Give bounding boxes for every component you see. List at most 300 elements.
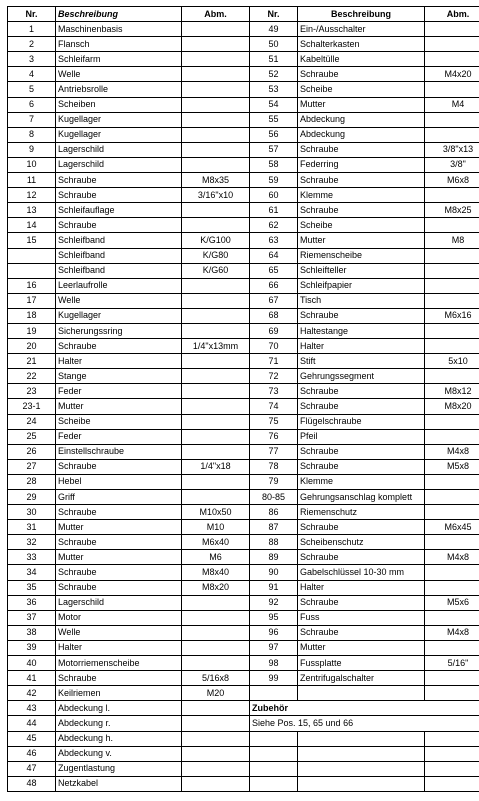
- part-dimension-left: [182, 429, 250, 444]
- part-number-left: 25: [8, 429, 56, 444]
- header-nr-left: Nr.: [8, 7, 56, 22]
- part-dimension-left: [182, 278, 250, 293]
- part-description-right: Schraube: [298, 384, 425, 399]
- part-description-right: Ein-/Ausschalter: [298, 22, 425, 37]
- part-number-left: 18: [8, 308, 56, 323]
- part-dimension-right: 5/16": [425, 656, 479, 671]
- part-description-right: Schraube: [298, 595, 425, 610]
- part-description-left: Motor: [56, 610, 182, 625]
- part-number-left: 39: [8, 640, 56, 655]
- part-dimension-left: [182, 127, 250, 142]
- part-description-right: Riemenschutz: [298, 505, 425, 520]
- part-dimension-left: [182, 761, 250, 776]
- part-number-left: 45: [8, 731, 56, 746]
- table-row: [8, 203, 479, 218]
- part-number-right: 52: [250, 67, 298, 82]
- part-dimension-left: [182, 308, 250, 323]
- part-number-right: 51: [250, 52, 298, 67]
- part-description-left: Feder: [56, 384, 182, 399]
- part-number-left: 36: [8, 595, 56, 610]
- part-dimension-right: M4x8: [425, 444, 479, 459]
- part-dimension-left: M8x40: [182, 565, 250, 580]
- table-row: [8, 293, 479, 308]
- part-description-right: Scheibenschutz: [298, 535, 425, 550]
- table-row: [8, 625, 479, 640]
- part-description-left: Keilriemen: [56, 686, 182, 701]
- part-number-left: 28: [8, 474, 56, 489]
- part-description-left: Einstellschraube: [56, 444, 182, 459]
- part-description-right: Riemenscheibe: [298, 248, 425, 263]
- part-number-right: 95: [250, 610, 298, 625]
- table-row: [8, 218, 479, 233]
- part-dimension-left: M6: [182, 550, 250, 565]
- part-number-right: 50: [250, 37, 298, 52]
- part-number-left: 34: [8, 565, 56, 580]
- part-dimension-right: M8x25: [425, 203, 479, 218]
- part-number-left: 11: [8, 173, 56, 188]
- part-dimension-left: [182, 142, 250, 157]
- part-description-right: Kabeltülle: [298, 52, 425, 67]
- part-dimension-right: [425, 565, 479, 580]
- part-number-left: 9: [8, 142, 56, 157]
- parts-table: [7, 6, 479, 792]
- part-number-right: [250, 686, 298, 701]
- part-number-right: 97: [250, 640, 298, 655]
- part-number-right: 77: [250, 444, 298, 459]
- header-abm-right: Abm.: [425, 7, 479, 22]
- part-dimension-right: [425, 37, 479, 52]
- part-dimension-right: M4x8: [425, 550, 479, 565]
- part-dimension-right: M5x6: [425, 595, 479, 610]
- part-description-right: Zentrifugalschalter: [298, 671, 425, 686]
- part-description-right: Schraube: [298, 550, 425, 565]
- part-dimension-left: [182, 490, 250, 505]
- part-dimension-right: [425, 369, 479, 384]
- part-description-right: Gabelschlüssel 10-30 mm: [298, 565, 425, 580]
- part-dimension-left: [182, 640, 250, 655]
- table-row: [8, 429, 479, 444]
- part-number-left: 42: [8, 686, 56, 701]
- part-number-left: 17: [8, 293, 56, 308]
- part-description-left: Schraube: [56, 173, 182, 188]
- part-dimension-right: [425, 248, 479, 263]
- part-dimension-left: [182, 746, 250, 761]
- part-number-right: 55: [250, 112, 298, 127]
- table-row: [8, 173, 479, 188]
- part-number-left: 38: [8, 625, 56, 640]
- part-number-right: 74: [250, 399, 298, 414]
- part-dimension-right: [425, 414, 479, 429]
- part-description-right: Abdeckung: [298, 127, 425, 142]
- part-number-left: 40: [8, 656, 56, 671]
- table-row: [8, 142, 479, 157]
- part-description-left: Kugellager: [56, 308, 182, 323]
- part-dimension-right: [425, 293, 479, 308]
- table-row: [8, 746, 479, 761]
- part-dimension-left: [182, 474, 250, 489]
- part-dimension-left: [182, 82, 250, 97]
- part-dimension-left: [182, 776, 250, 791]
- part-dimension-right: M4x20: [425, 67, 479, 82]
- part-number-left: 31: [8, 520, 56, 535]
- part-dimension-right: 3/8": [425, 157, 479, 172]
- part-description-right: [298, 686, 425, 701]
- part-dimension-right: [425, 474, 479, 489]
- part-number-right: 90: [250, 565, 298, 580]
- part-description-right: Fuss: [298, 610, 425, 625]
- part-number-left: 27: [8, 459, 56, 474]
- part-number-left: 46: [8, 746, 56, 761]
- table-row: [8, 565, 479, 580]
- part-number-right: 99: [250, 671, 298, 686]
- part-number-right: 88: [250, 535, 298, 550]
- part-number-left: 35: [8, 580, 56, 595]
- table-row: [8, 535, 479, 550]
- part-dimension-left: 3/16"x10: [182, 188, 250, 203]
- part-description-left: Schraube: [56, 459, 182, 474]
- part-description-left: Abdeckung l.: [56, 701, 182, 716]
- part-dimension-right: [425, 323, 479, 338]
- part-dimension-left: K/G60: [182, 263, 250, 278]
- part-dimension-right: [425, 505, 479, 520]
- table-row: [8, 233, 479, 248]
- table-row: [8, 112, 479, 127]
- part-dimension-left: [182, 203, 250, 218]
- part-number-left: 23-1: [8, 399, 56, 414]
- part-dimension-left: M20: [182, 686, 250, 701]
- part-number-right: 80-85: [250, 490, 298, 505]
- part-dimension-left: [182, 369, 250, 384]
- part-dimension-right: [425, 82, 479, 97]
- table-row: [8, 520, 479, 535]
- header-beschreibung-left: Beschreibung: [56, 7, 182, 22]
- part-dimension-right: M4: [425, 97, 479, 112]
- table-row: [8, 384, 479, 399]
- part-dimension-left: [182, 37, 250, 52]
- part-dimension-right: M6x45: [425, 520, 479, 535]
- table-row: [8, 308, 479, 323]
- part-number-right: 65: [250, 263, 298, 278]
- part-number-right: 87: [250, 520, 298, 535]
- table-row: [8, 671, 479, 686]
- part-description-right: Klemme: [298, 188, 425, 203]
- part-number-right: 58: [250, 157, 298, 172]
- part-number-right: 79: [250, 474, 298, 489]
- part-dimension-left: 5/16x8: [182, 671, 250, 686]
- part-description-left: Maschinenbasis: [56, 22, 182, 37]
- part-number-right: 62: [250, 218, 298, 233]
- part-description-left: Abdeckung h.: [56, 731, 182, 746]
- part-number-left: 22: [8, 369, 56, 384]
- part-description-left: Scheiben: [56, 97, 182, 112]
- part-description-left: Halter: [56, 354, 182, 369]
- part-number-left: 41: [8, 671, 56, 686]
- table-row: [8, 248, 479, 263]
- part-dimension-right: [425, 776, 479, 791]
- part-description-right: Scheibe: [298, 218, 425, 233]
- part-dimension-right: [425, 429, 479, 444]
- part-number-left: 21: [8, 354, 56, 369]
- part-number-right: 89: [250, 550, 298, 565]
- table-row: [8, 22, 479, 37]
- table-row: [8, 716, 479, 731]
- header-beschreibung-right: Beschreibung: [298, 7, 425, 22]
- part-number-right: 66: [250, 278, 298, 293]
- part-number-right: 49: [250, 22, 298, 37]
- part-dimension-left: 1/4"x18: [182, 459, 250, 474]
- table-row: [8, 595, 479, 610]
- part-dimension-right: [425, 22, 479, 37]
- part-description-right: Tisch: [298, 293, 425, 308]
- part-number-left: 37: [8, 610, 56, 625]
- part-description-left: Scheibe: [56, 414, 182, 429]
- part-dimension-left: [182, 444, 250, 459]
- part-description-left: Zugentlastung: [56, 761, 182, 776]
- part-description-left: Schraube: [56, 188, 182, 203]
- part-number-left: 29: [8, 490, 56, 505]
- part-number-left: 12: [8, 188, 56, 203]
- part-description-right: Schraube: [298, 308, 425, 323]
- part-number-left: 48: [8, 776, 56, 791]
- part-dimension-left: [182, 656, 250, 671]
- part-description-right: Flügelschraube: [298, 414, 425, 429]
- part-number-right: 69: [250, 323, 298, 338]
- part-description-left: Motorriemenscheibe: [56, 656, 182, 671]
- part-number-right: [250, 746, 298, 761]
- part-dimension-left: [182, 625, 250, 640]
- part-dimension-right: M4x8: [425, 625, 479, 640]
- part-dimension-left: [182, 399, 250, 414]
- part-description-right: Schraube: [298, 399, 425, 414]
- table-row: [8, 67, 479, 82]
- part-description-right: Schraube: [298, 142, 425, 157]
- table-row: [8, 656, 479, 671]
- part-number-left: 26: [8, 444, 56, 459]
- table-row: [8, 323, 479, 338]
- part-description-left: Lagerschild: [56, 595, 182, 610]
- part-number-right: 54: [250, 97, 298, 112]
- part-description-left: Abdeckung r.: [56, 716, 182, 731]
- part-dimension-left: K/G100: [182, 233, 250, 248]
- part-number-right: 76: [250, 429, 298, 444]
- table-row: [8, 474, 479, 489]
- part-number-left: 4: [8, 67, 56, 82]
- part-description-left: Mutter: [56, 520, 182, 535]
- table-row: [8, 776, 479, 791]
- part-description-right: [298, 746, 425, 761]
- part-number-right: 56: [250, 127, 298, 142]
- part-dimension-right: M8: [425, 233, 479, 248]
- zubehoer-title: Zubehör: [250, 701, 479, 716]
- table-row: [8, 188, 479, 203]
- part-description-right: Stift: [298, 354, 425, 369]
- part-description-right: Federring: [298, 157, 425, 172]
- part-dimension-right: [425, 52, 479, 67]
- part-number-right: 57: [250, 142, 298, 157]
- part-description-right: [298, 776, 425, 791]
- part-number-left: 5: [8, 82, 56, 97]
- part-description-right: Mutter: [298, 233, 425, 248]
- part-description-right: [298, 731, 425, 746]
- part-description-right: Abdeckung: [298, 112, 425, 127]
- part-dimension-right: [425, 263, 479, 278]
- part-description-right: Schraube: [298, 203, 425, 218]
- part-description-left: Schleifband: [56, 263, 182, 278]
- part-description-right: Schraube: [298, 444, 425, 459]
- part-description-left: Schleifarm: [56, 52, 182, 67]
- part-number-left: 15: [8, 233, 56, 248]
- part-number-right: 60: [250, 188, 298, 203]
- part-dimension-right: [425, 610, 479, 625]
- part-description-left: Mutter: [56, 399, 182, 414]
- part-number-left: 16: [8, 278, 56, 293]
- table-row: [8, 640, 479, 655]
- table-row: [8, 580, 479, 595]
- part-number-left: 2: [8, 37, 56, 52]
- part-number-left: 8: [8, 127, 56, 142]
- zubehoer-text: Siehe Pos. 15, 65 und 66: [250, 716, 479, 731]
- part-dimension-right: [425, 580, 479, 595]
- part-dimension-right: 3/8"x13: [425, 142, 479, 157]
- part-description-left: Schraube: [56, 339, 182, 354]
- part-description-right: Gehrungsanschlag komplett: [298, 490, 425, 505]
- part-dimension-left: [182, 731, 250, 746]
- part-number-right: 71: [250, 354, 298, 369]
- parts-list: [7, 6, 473, 792]
- part-dimension-left: [182, 157, 250, 172]
- part-dimension-left: [182, 218, 250, 233]
- part-dimension-right: [425, 686, 479, 701]
- table-row: [8, 550, 479, 565]
- part-number-right: 98: [250, 656, 298, 671]
- table-row: [8, 459, 479, 474]
- part-number-left: 32: [8, 535, 56, 550]
- table-row: [8, 52, 479, 67]
- part-description-right: Mutter: [298, 97, 425, 112]
- table-row: [8, 505, 479, 520]
- part-dimension-left: M8x20: [182, 580, 250, 595]
- part-dimension-left: [182, 52, 250, 67]
- part-number-right: 59: [250, 173, 298, 188]
- part-number-left: 20: [8, 339, 56, 354]
- part-description-left: Schleifband: [56, 248, 182, 263]
- part-number-left: [8, 248, 56, 263]
- part-number-left: 13: [8, 203, 56, 218]
- part-dimension-right: [425, 490, 479, 505]
- part-dimension-left: [182, 384, 250, 399]
- part-description-right: Schraube: [298, 625, 425, 640]
- part-dimension-left: M8x35: [182, 173, 250, 188]
- table-row: [8, 157, 479, 172]
- part-number-right: 92: [250, 595, 298, 610]
- part-number-right: [250, 731, 298, 746]
- part-number-left: 19: [8, 323, 56, 338]
- part-description-left: Griff: [56, 490, 182, 505]
- part-description-left: Welle: [56, 293, 182, 308]
- part-dimension-right: [425, 188, 479, 203]
- part-dimension-right: [425, 278, 479, 293]
- part-description-right: Schalterkasten: [298, 37, 425, 52]
- part-description-right: Halter: [298, 580, 425, 595]
- part-dimension-left: [182, 414, 250, 429]
- part-dimension-right: M6x16: [425, 308, 479, 323]
- part-description-left: Stange: [56, 369, 182, 384]
- table-row: [8, 263, 479, 278]
- part-dimension-right: M5x8: [425, 459, 479, 474]
- part-number-right: 75: [250, 414, 298, 429]
- part-description-right: Fussplatte: [298, 656, 425, 671]
- part-dimension-right: [425, 640, 479, 655]
- part-number-left: 1: [8, 22, 56, 37]
- table-row: [8, 278, 479, 293]
- part-number-right: 86: [250, 505, 298, 520]
- part-description-left: Antriebsrolle: [56, 82, 182, 97]
- part-dimension-left: [182, 293, 250, 308]
- part-description-right: Schleifteller: [298, 263, 425, 278]
- part-description-left: Kugellager: [56, 112, 182, 127]
- part-description-left: Halter: [56, 640, 182, 655]
- part-number-right: [250, 776, 298, 791]
- part-number-left: 33: [8, 550, 56, 565]
- part-number-right: 67: [250, 293, 298, 308]
- part-description-right: Gehrungssegment: [298, 369, 425, 384]
- part-dimension-right: M8x12: [425, 384, 479, 399]
- part-description-right: Scheibe: [298, 82, 425, 97]
- table-row: [8, 354, 479, 369]
- part-dimension-left: [182, 323, 250, 338]
- part-description-left: Schraube: [56, 535, 182, 550]
- part-dimension-left: [182, 595, 250, 610]
- part-dimension-right: [425, 218, 479, 233]
- part-number-right: 68: [250, 308, 298, 323]
- part-number-right: 53: [250, 82, 298, 97]
- part-number-right: 64: [250, 248, 298, 263]
- part-dimension-left: M10x50: [182, 505, 250, 520]
- part-number-left: 43: [8, 701, 56, 716]
- part-dimension-right: [425, 535, 479, 550]
- part-number-right: [250, 761, 298, 776]
- part-description-left: Lagerschild: [56, 142, 182, 157]
- table-row: [8, 127, 479, 142]
- part-dimension-right: M8x20: [425, 399, 479, 414]
- part-number-left: 24: [8, 414, 56, 429]
- part-description-left: Schleifauflage: [56, 203, 182, 218]
- table-row: [8, 444, 479, 459]
- part-description-right: Mutter: [298, 640, 425, 655]
- part-dimension-right: 5x10: [425, 354, 479, 369]
- part-description-right: [298, 761, 425, 776]
- part-description-right: Schraube: [298, 520, 425, 535]
- part-dimension-left: M6x40: [182, 535, 250, 550]
- part-description-left: Leerlaufrolle: [56, 278, 182, 293]
- part-number-right: 96: [250, 625, 298, 640]
- table-row: [8, 369, 479, 384]
- part-number-right: 91: [250, 580, 298, 595]
- part-description-left: Schraube: [56, 218, 182, 233]
- header-row: [8, 7, 479, 22]
- part-dimension-left: [182, 67, 250, 82]
- part-description-right: Schraube: [298, 459, 425, 474]
- part-number-left: 23: [8, 384, 56, 399]
- part-number-right: 61: [250, 203, 298, 218]
- part-number-right: 73: [250, 384, 298, 399]
- part-description-left: Netzkabel: [56, 776, 182, 791]
- part-description-left: Welle: [56, 67, 182, 82]
- part-number-left: 7: [8, 112, 56, 127]
- part-description-left: Mutter: [56, 550, 182, 565]
- part-description-left: Schraube: [56, 565, 182, 580]
- part-number-left: 3: [8, 52, 56, 67]
